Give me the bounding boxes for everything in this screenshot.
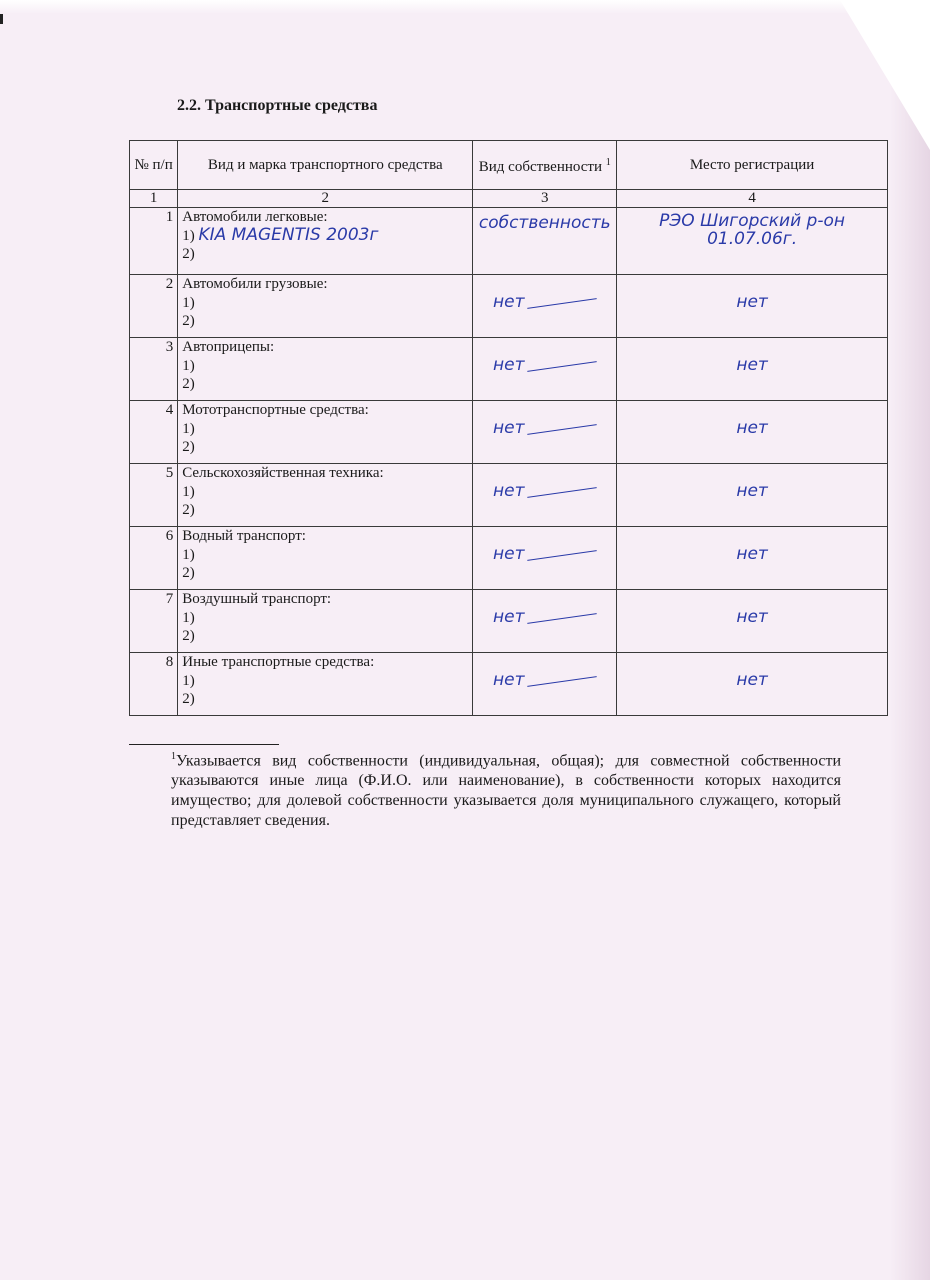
footnote (129, 747, 841, 831)
registration-cell (617, 208, 888, 275)
item-2: 2) (182, 502, 195, 518)
handwritten-registration: нет (736, 292, 768, 312)
vehicle-category (178, 208, 473, 275)
scan-top-edge (0, 0, 930, 14)
row-number: 4 (130, 401, 178, 464)
column-number: 4 (617, 190, 888, 208)
header-vehicle-type: Вид и марка транспортного средства (178, 141, 473, 190)
column-number-row (130, 190, 888, 208)
vehicle-category (178, 401, 473, 464)
handwritten-stroke (527, 676, 596, 687)
registration-cell (617, 464, 888, 527)
item-2: 2) (182, 691, 195, 707)
registration-cell (617, 590, 888, 653)
row-number: 2 (130, 275, 178, 338)
vehicle-category (178, 527, 473, 590)
ownership-cell (473, 338, 617, 401)
vehicle-category (178, 590, 473, 653)
item-1: 1) KIA MAGENTIS 2003г (182, 225, 379, 245)
vehicle-category (178, 653, 473, 716)
handwritten-stroke (527, 424, 596, 435)
handwritten-registration: РЭО Шигорский р-он 01.07.06г. (659, 211, 845, 249)
ownership-cell (473, 590, 617, 653)
ownership-cell (473, 401, 617, 464)
handwritten-registration: нет (736, 607, 768, 627)
column-number: 2 (178, 190, 473, 208)
section-title: 2.2. Транспортные средства (177, 97, 378, 114)
table-header-row (130, 141, 888, 190)
category-title: Автомобили грузовые: (182, 276, 328, 292)
item-2: 2) (182, 439, 195, 455)
table-row (130, 275, 888, 338)
category-title: Мототранспортные средства: (182, 402, 369, 418)
row-number: 7 (130, 590, 178, 653)
item-2: 2) (182, 313, 195, 329)
ownership-cell (473, 527, 617, 590)
row-number: 5 (130, 464, 178, 527)
item-1: 1) (182, 421, 195, 437)
handwritten-registration: нет (736, 670, 768, 690)
handwritten-registration: нет (736, 481, 768, 501)
handwritten-stroke (527, 487, 596, 498)
handwritten-ownership: нет (493, 670, 525, 690)
ownership-cell (473, 275, 617, 338)
registration-cell (617, 401, 888, 464)
registration-cell (617, 338, 888, 401)
item-2: 2) (182, 628, 195, 644)
registration-cell (617, 275, 888, 338)
header-number: № п/п (130, 141, 178, 190)
ownership-cell (473, 464, 617, 527)
footnote-mark: 1 (171, 751, 176, 762)
handwritten-registration: нет (736, 418, 768, 438)
item-2: 2) (182, 376, 195, 392)
handwritten-stroke (527, 550, 596, 561)
scan-edge-mark (0, 14, 3, 24)
item-2: 2) (182, 246, 195, 262)
table-row (130, 338, 888, 401)
category-title: Автомобили легковые: (182, 209, 328, 225)
item-1: 1) (182, 484, 195, 500)
ownership-cell (473, 208, 617, 275)
footnote-rule (129, 744, 279, 745)
table-row (130, 401, 888, 464)
item-1: 1) (182, 358, 195, 374)
ownership-cell (473, 653, 617, 716)
item-1: 1) (182, 295, 195, 311)
vehicle-category (178, 464, 473, 527)
header-ownership: Вид собственности $^1$ (473, 141, 617, 190)
item-2: 2) (182, 565, 195, 581)
table-row (130, 653, 888, 716)
handwritten-registration: нет (736, 355, 768, 375)
handwritten-stroke (527, 361, 596, 372)
scan-folded-corner (840, 0, 930, 150)
item-1: 1) (182, 547, 195, 563)
vehicle-category (178, 275, 473, 338)
table-row (130, 464, 888, 527)
handwritten-stroke (527, 613, 596, 624)
registration-cell (617, 653, 888, 716)
handwritten-ownership: нет (493, 418, 525, 438)
handwritten-vehicle: KIA MAGENTIS 2003г (198, 225, 379, 245)
row-number: 1 (130, 208, 178, 275)
item-1: 1) (182, 610, 195, 626)
row-number: 8 (130, 653, 178, 716)
handwritten-ownership: собственность (478, 213, 611, 233)
row-number: 6 (130, 527, 178, 590)
category-title: Водный транспорт: (182, 528, 306, 544)
handwritten-stroke (527, 298, 596, 309)
table-row (130, 527, 888, 590)
table-row (130, 208, 888, 275)
category-title: Воздушный транспорт: (182, 591, 332, 607)
scan-right-shadow (890, 0, 930, 1280)
item-1: 1) (182, 673, 195, 689)
handwritten-ownership: нет (493, 292, 525, 312)
vehicles-table (129, 140, 888, 716)
category-title: Автоприцепы: (182, 339, 275, 355)
footnote-ref: 1 (605, 157, 611, 168)
category-title: Иные транспортные средства: (182, 654, 375, 670)
handwritten-ownership: нет (493, 481, 525, 501)
handwritten-ownership: нет (493, 607, 525, 627)
header-registration: Место регистрации (617, 141, 888, 190)
handwritten-ownership: нет (493, 544, 525, 564)
vehicle-category (178, 338, 473, 401)
column-number: 1 (130, 190, 178, 208)
handwritten-ownership: нет (493, 355, 525, 375)
footnote-text: Указывается вид собственности (индивидуальная, общая); для совместной собственности указываются иные лица (Ф.И.О. или наименование), в собственности которых находится имущество; для долевой собственности указывается доля муниципального служащего, который представляет сведения. (171, 752, 841, 830)
column-number: 3 (473, 190, 617, 208)
category-title: Сельскохозяйственная техника: (182, 465, 384, 481)
registration-cell (617, 527, 888, 590)
row-number: 3 (130, 338, 178, 401)
handwritten-registration: нет (736, 544, 768, 564)
table-row (130, 590, 888, 653)
